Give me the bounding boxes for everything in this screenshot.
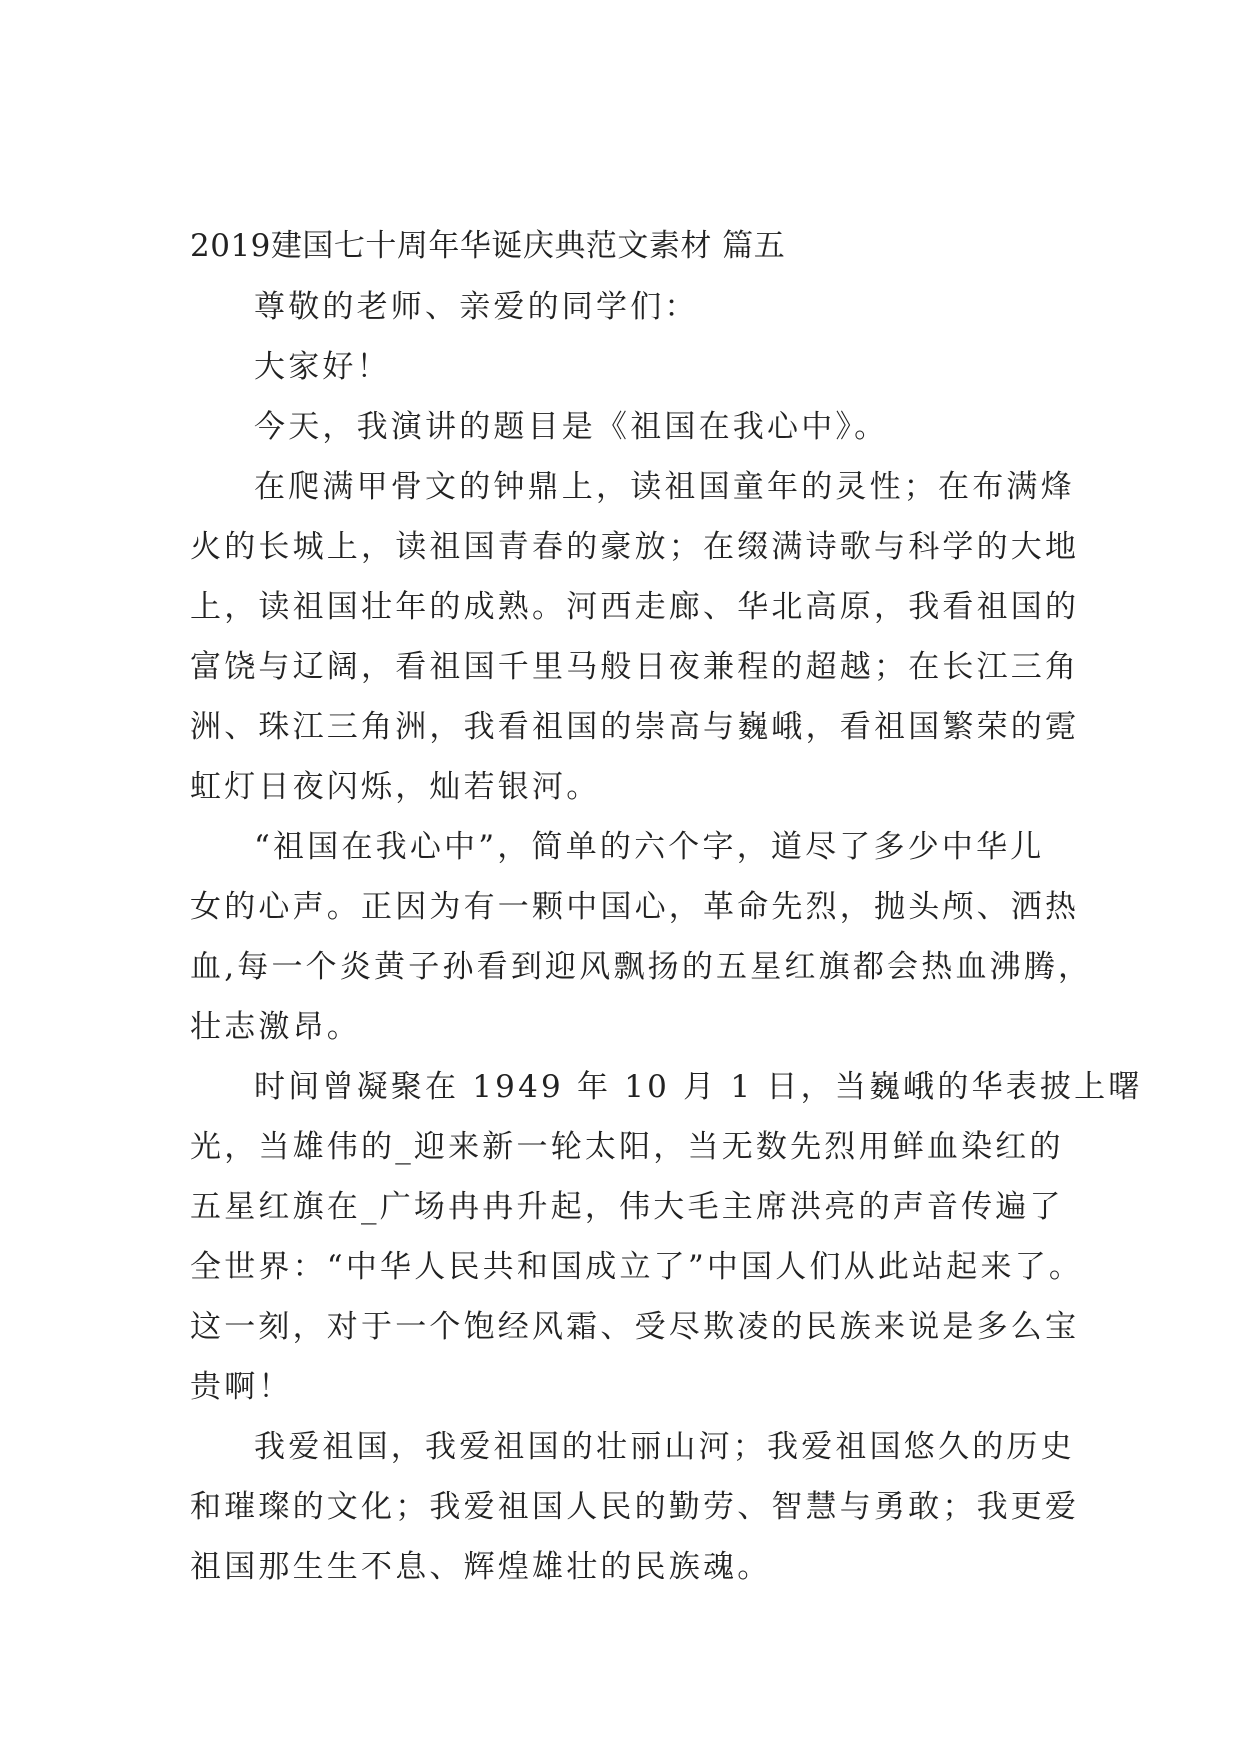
- text-line: 祖国那生生不息、辉煌雄壮的民族魂。: [190, 1549, 772, 1585]
- document-title: 2019建国七十周年华诞庆典范文素材 篇五: [190, 228, 786, 264]
- text-line: 上，读祖国壮年的成熟。河西走廊、华北高原，我看祖国的: [190, 589, 1080, 625]
- text-line: 光，当雄伟的_迎来新一轮太阳，当无数先烈用鲜血染红的: [190, 1129, 1064, 1165]
- text-line: 我爱祖国，我爱祖国的壮丽山河；我爱祖国悠久的历史: [254, 1429, 1075, 1465]
- text-line: 贵啊！: [190, 1369, 293, 1405]
- text-line: 五星红旗在_广场冉冉升起，伟大毛主席洪亮的声音传遍了: [190, 1189, 1064, 1225]
- text-line: 洲、珠江三角洲，我看祖国的崇高与巍峨，看祖国繁荣的霓: [190, 709, 1080, 745]
- text-line: 虹灯日夜闪烁，灿若银河。: [190, 769, 601, 805]
- text-line: 壮志激昂。: [190, 1009, 361, 1045]
- text-line: “祖国在我心中”，简单的六个字，道尽了多少中华儿: [254, 829, 1045, 865]
- text-line: 富饶与辽阔，看祖国千里马般日夜兼程的超越；在长江三角: [190, 649, 1080, 685]
- text-line: 女的心声。正因为有一颗中国心，革命先烈，抛头颅、洒热: [190, 889, 1080, 925]
- text-line: 在爬满甲骨文的钟鼎上，读祖国童年的灵性；在布满烽: [254, 469, 1075, 505]
- text-line: 和璀璨的文化；我爱祖国人民的勤劳、智慧与勇敢；我更爱: [190, 1489, 1080, 1525]
- text-line: 火的长城上，读祖国青春的豪放；在缀满诗歌与科学的大地: [190, 529, 1080, 565]
- paragraph-greeting: 尊敬的老师、亲爱的同学们：: [254, 289, 699, 325]
- text-line: 时间曾凝聚在 1949 年 10 月 1 日，当巍峨的华表披上曙: [254, 1069, 1143, 1105]
- paragraph-topic: 今天，我演讲的题目是《祖国在我心中》。: [254, 409, 889, 445]
- paragraph-hello: 大家好！: [254, 349, 391, 385]
- text-line: 全世界：“中华人民共和国成立了”中国人们从此站起来了。: [190, 1249, 1084, 1285]
- text-line: 这一刻，对于一个饱经风霜、受尽欺凌的民族来说是多么宝: [190, 1309, 1080, 1345]
- text-line: 血,每一个炎黄子孙看到迎风飘扬的五星红旗都会热血沸腾，: [190, 949, 1093, 985]
